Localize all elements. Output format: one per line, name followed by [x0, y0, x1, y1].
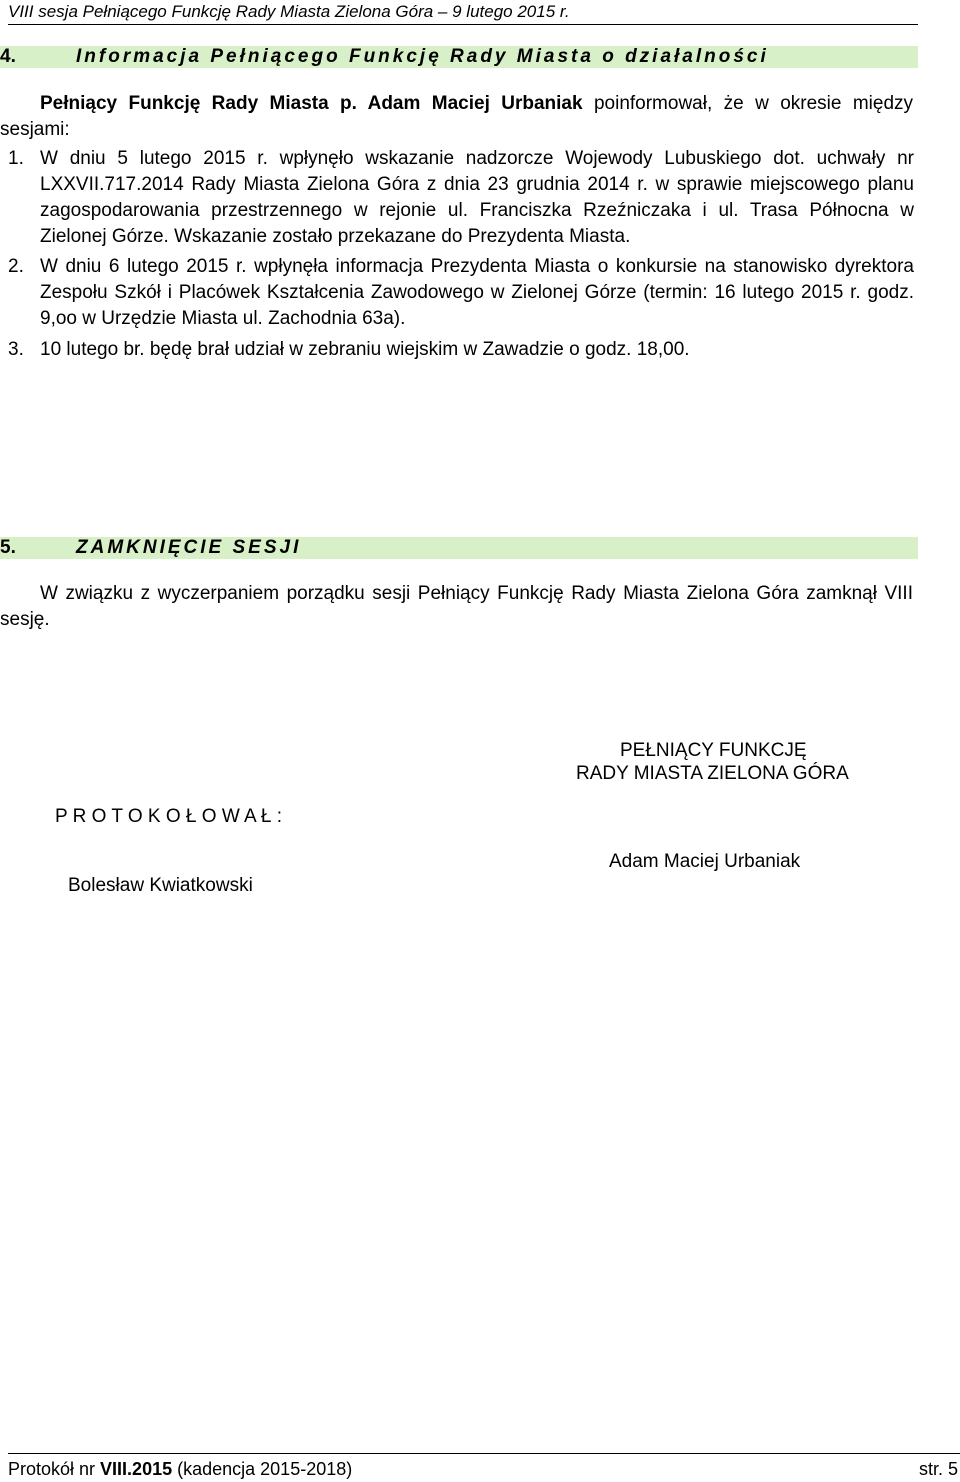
running-header-text: VIII sesja Pełniącego Funkcję Rady Miasta Zielona Góra – 9 lutego 2015 r.: [8, 2, 570, 21]
list-item-number: 2.: [8, 256, 24, 277]
section-4-intro-bold: Pełniący Funkcję Rady Miasta p. Adam Maciej Urbaniak: [40, 93, 583, 114]
chair-title-line2: RADY MIASTA ZIELONA GÓRA: [576, 763, 849, 784]
protocol-label: P R O T O K O Ł O W A Ł :: [55, 806, 283, 827]
footer-suffix: (kadencja 2015-2018): [172, 1459, 353, 1479]
list-item-text: W dniu 6 lutego 2015 r. wpłynęła informacja Prezydenta Miasta o konkursie na stanowisko dyrektora Zespołu Szkół i Placówek Kształcenia Zawodowego w Zielonej Górze (termin: 16 lutego 2015 r. godz. 9,oo w Urzędzie Miasta ul. Zachodnia 63a).: [40, 256, 914, 329]
list-item-text: 10 lutego br. będę brał udział w zebraniu wiejskim w Zawadzie o godz. 18,00.: [40, 339, 690, 360]
section-4-intro: [0, 91, 913, 143]
page-footer: [8, 1453, 960, 1481]
section-4-title: Informacja Pełniącego Funkcję Rady Miasta o działalności: [76, 46, 769, 67]
footer-protocol: [8, 1456, 352, 1482]
list-item-number: 1.: [8, 148, 24, 169]
section-4-heading: [0, 46, 918, 68]
running-header: [8, 0, 918, 25]
footer-number: VIII.2015: [100, 1459, 173, 1479]
section-5-number: 5.: [0, 537, 16, 558]
chair-title-line1: PEŁNIĄCY FUNKCJĘ: [620, 740, 807, 761]
section-4-intro-rest: poinformował, że w okresie między sesjami:: [0, 93, 914, 140]
chair-name: Adam Maciej Urbaniak: [609, 851, 801, 872]
list-item-number: 3.: [8, 339, 24, 360]
section-5-title: ZAMKNIĘCIE SESJI: [76, 537, 302, 558]
section-5-heading: [0, 537, 918, 559]
section-4-number: 4.: [0, 46, 16, 67]
section-5-text: W związku z wyczerpaniem porządku sesji Pełniący Funkcję Rady Miasta Zielona Góra zamknął VIII sesję.: [0, 583, 913, 630]
page-number: str. 5: [918, 1459, 958, 1479]
protocol-name: Bolesław Kwiatkowski: [68, 875, 253, 896]
footer-prefix: Protokół nr: [8, 1459, 101, 1479]
list-item-text: W dniu 5 lutego 2015 r. wpłynęło wskazanie nadzorcze Wojewody Lubuskiego dot. uchwały nr LXXVII.717.2014 Rady Miasta Zielona Góra z dnia 23 grudnia 2014 r. w sprawie miejscowego planu zagospodarowania przestrzennego w rejonie ul. Franciszka Rzeźniczaka i ul. Trasa Północna w Zielonej Górze. Wskazanie zostało przekazane do Prezydenta Miasta.: [40, 148, 914, 247]
